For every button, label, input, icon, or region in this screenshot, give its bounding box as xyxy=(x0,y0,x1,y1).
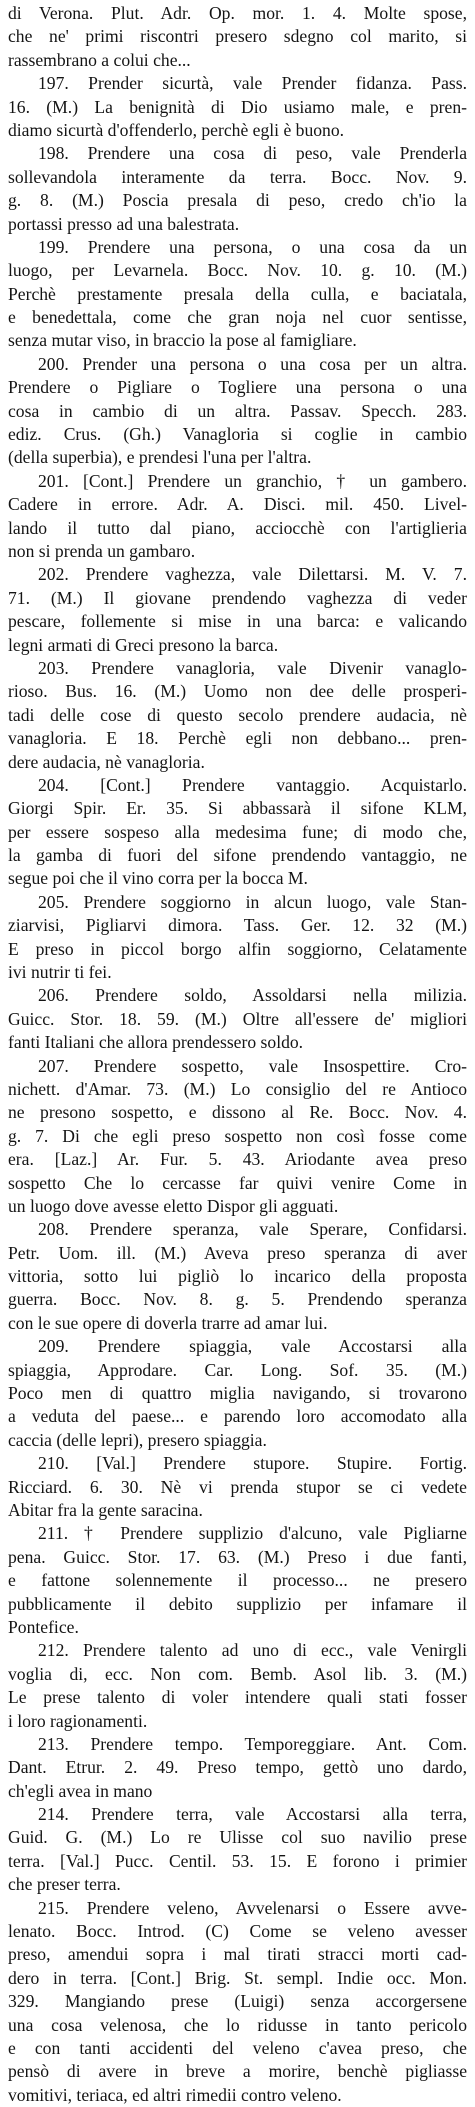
text-line: Ricciard. 6. 30. Nè vi prenda stupor se ci vedete xyxy=(8,1476,467,1497)
text-line: Guicc. Stor. 18. 59. (M.) Oltre all'essere de' migliori xyxy=(8,1008,467,1029)
text-line: 329. Mangiando prese (Luigi) senza accorgersene xyxy=(8,1991,467,2012)
text-line: Petr. Uom. ill. (M.) Aveva preso speranza di aver xyxy=(8,1242,467,1263)
text-line: g. 7. Di che egli preso sospetto non così fosse come xyxy=(8,1125,467,1146)
text-line: non si prenda un gambaro. xyxy=(8,540,196,561)
text-line: cosa in cambio di un altra. Passav. Specch. 283. xyxy=(8,400,467,421)
text-line: ch'egli avea in mano xyxy=(8,1780,153,1801)
text-line: di Verona. Plut. Adr. Op. mor. 1. 4. Molte spose, xyxy=(8,3,467,23)
text-line: nichett. d'Amar. 73. (M.) Lo consiglio del re Antioco xyxy=(8,1078,467,1099)
text-line: con le sue opere di doverla trarre ad amar lui. xyxy=(8,1312,328,1333)
text-line: spiaggia, Approdare. Car. Long. Sof. 35. (M.) xyxy=(8,1359,467,1380)
entry-heading-line: 210. [Val.] Prendere stupore. Stupire. Fortig. xyxy=(38,1453,467,1474)
text-line: un luogo dove avesse eletto Dispor gli agguati. xyxy=(8,1195,339,1216)
text-line: a veduta del paese... e parendo loro accomodato alla xyxy=(8,1406,467,1427)
text-line: diamo sicurtà d'offenderlo, perchè egli è buono. xyxy=(8,119,345,140)
entry-heading-line: 205. Prendere soggiorno in alcun luogo, vale Stan- xyxy=(38,891,467,912)
entry-heading-line: 206. Prendere soldo, Assoldarsi nella milizia. xyxy=(38,985,467,1006)
text-line: e benedettala, come che gran noja nel cuor sentisse, xyxy=(8,307,467,328)
text-line: luogo, per Levarnela. Bocc. Nov. 10. g. 10. (M.) xyxy=(8,260,467,281)
text-line: (della superbia), e prendesi l'una per l'altra. xyxy=(8,447,312,468)
text-line: dero in terra. [Cont.] Brig. St. sempl. Indie occ. Mon. xyxy=(8,1967,467,1988)
text-line: portassi presso ad una balestrata. xyxy=(8,213,240,234)
text-line: i loro ragionamenti. xyxy=(8,1710,148,1731)
text-line: ediz. Crus. (Gh.) Vanagloria si coglie in cambio xyxy=(8,424,467,445)
text-line: ivi nutrir ti fei. xyxy=(8,962,112,983)
text-line: fanti Italiani che allora prendessero soldo. xyxy=(8,1032,304,1053)
entry-heading-line: 209. Prendere spiaggia, vale Accostarsi alla xyxy=(38,1336,467,1357)
text-line: lenato. Bocc. Introd. (C) Come se veleno avesser xyxy=(8,1921,467,1942)
text-line: rioso. Bus. 16. (M.) Uomo non dee delle prosperi- xyxy=(8,681,467,702)
text-line: pensò di avere in breve a morire, benchè pigliasse xyxy=(8,2061,467,2082)
text-line: e con tanti accidenti del veleno c'avea preso, che xyxy=(8,2037,467,2058)
text-line: legni armati di Greci presono la barca. xyxy=(8,634,279,655)
entry-heading-line: 200. Prender una persona o una cosa per un altra. xyxy=(38,353,467,374)
text-line: Guid. G. (M.) Lo re Ulisse col suo navilio prese xyxy=(8,1827,467,1848)
text-line: Le prese talento di voler intendere quali stati fosser xyxy=(8,1687,467,1708)
entry-heading-line: 212. Prendere talento ad uno di ecc., vale Venirgli xyxy=(38,1640,467,1661)
text-line: Pontefice. xyxy=(8,1616,79,1637)
text-line: guerra. Bocc. Nov. 8. g. 5. Prendendo speranza xyxy=(8,1289,467,1310)
text-line: vanagloria. E 18. Perchè egli non debbano... pren- xyxy=(8,728,467,749)
text-line: e fattone solennemente il processo... ne presero xyxy=(8,1570,467,1591)
entry-heading-line: 204. [Cont.] Prendere vantaggio. Acquistarlo. xyxy=(38,774,467,795)
entry-heading-line: 214. Prendere terra, vale Accostarsi alla terra, xyxy=(38,1804,467,1825)
text-line: vomitivi, teriaca, ed altri rimedii contro veleno. xyxy=(8,2084,342,2105)
text-line: Giorgi Spir. Er. 35. Si abbassarà il sifone KLM, xyxy=(8,798,467,819)
entry-heading-line: 213. Prendere tempo. Temporeggiare. Ant. Com. xyxy=(38,1733,467,1754)
text-line: Poco men di quattro miglia navigando, si trovarono xyxy=(8,1383,467,1404)
text-line: E preso in piccol borgo alfin soggiorno, Celatamente xyxy=(8,938,467,959)
text-line: Cadere in errore. Adr. A. Disci. mil. 450. Livel- xyxy=(8,494,467,515)
text-line: Prendere o Pigliare o Togliere una persona o una xyxy=(8,377,467,398)
text-line: pubblicamente il debito supplizio per infamare il xyxy=(8,1593,467,1614)
entry-heading-line: 201. [Cont.] Prendere un granchio, † un gambero. xyxy=(38,470,467,491)
text-line: dere audacia, nè vanagloria. xyxy=(8,751,205,772)
text-line: sospetto Che lo cercasse far quivi venire Come in xyxy=(8,1172,467,1193)
text-line: caccia (delle lepri), presero spiaggia. xyxy=(8,1429,267,1450)
text-line: sollevandola interamente da terra. Bocc. Nov. 9. xyxy=(8,166,467,187)
text-line: terra. [Val.] Pucc. Centil. 53. 15. E forono i primier xyxy=(8,1850,467,1871)
entry-heading-line: 208. Prendere speranza, vale Sperare, Confidarsi. xyxy=(38,1219,467,1240)
entry-heading-line: 215. Prendere veleno, Avvelenarsi o Essere avve- xyxy=(38,1897,467,1918)
text-line: senza mutar viso, in braccio la pose al famigliare. xyxy=(8,330,357,351)
text-line: g. 8. (M.) Poscia presala di peso, credo ch'io la xyxy=(8,190,467,211)
entry-heading-line: 203. Prendere vanagloria, vale Divenir vanaglo- xyxy=(38,657,467,678)
entry-heading-line: 207. Prendere sospetto, vale Insospettire. Cro- xyxy=(38,1055,467,1076)
text-line: voglia di, ecc. Non com. Bemb. Asol lib. 3. (M.) xyxy=(8,1663,467,1684)
text-line: che ne' primi riscontri presero sdegno col marito, si xyxy=(8,26,467,47)
text-line: la gamba di fuori del sifone prendendo vantaggio, ne xyxy=(8,845,467,866)
text-line: per essere sospeso alla medesima fune; di modo che, xyxy=(8,821,467,842)
text-line: una cosa velenosa, che lo ridusse in tanto pericolo xyxy=(8,2014,467,2035)
text-line: ziarvisi, Pigliarvi dimora. Tass. Ger. 12. 32 (M.) xyxy=(8,915,467,936)
text-line: pena. Guicc. Stor. 17. 63. (M.) Preso i due fanti, xyxy=(8,1546,467,1567)
text-line: lando il tutto dal piano, acciocchè con l'artiglieria xyxy=(8,517,467,538)
entry-heading-line: 198. Prendere una cosa di peso, vale Prenderla xyxy=(38,143,467,164)
text-line: rassembrano a colui che... xyxy=(8,49,191,70)
text-line: ne presono sospetto, e dissono al Re. Bocc. Nov. 4. xyxy=(8,1102,467,1123)
text-line: preso, amendui sopra i mal tirati stracci morti cad- xyxy=(8,1944,467,1965)
entry-heading-line: 197. Prender sicurtà, vale Prender fidanza. Pass. xyxy=(38,73,467,94)
text-line: segue poi che il vino corra per la bocca M. xyxy=(8,868,308,889)
text-line: Abitar fra la gente saracina. xyxy=(8,1500,203,1520)
text-line: Perchè prestamente presala della culla, e baciatala, xyxy=(8,283,467,304)
entry-heading-line: 211. † Prendere supplizio d'alcuno, vale Pigliarne xyxy=(38,1523,467,1544)
text-line: Dant. Etrur. 2. 49. Preso tempo, gettò uno dardo, xyxy=(8,1757,467,1778)
text-line: vittoria, sotto lui pigliò lo incarico della proposta xyxy=(8,1266,467,1287)
text-line: era. [Laz.] Ar. Fur. 5. 43. Ariodante avea preso xyxy=(8,1149,467,1170)
text-line: 71. (M.) Il giovane prendendo vaghezza di veder xyxy=(8,587,467,608)
text-line: tadi delle cose di questo secolo prendere audacia, nè xyxy=(8,704,467,725)
entry-heading-line: 199. Prendere una persona, o una cosa da un xyxy=(38,236,467,257)
text-line: pescare, follemente si mise in una barca: e valicando xyxy=(8,611,467,632)
text-line: che preser terra. xyxy=(8,1874,121,1895)
entry-heading-line: 202. Prendere vaghezza, vale Dilettarsi. M. V. 7. xyxy=(38,564,467,585)
text-line: 16. (M.) La benignità di Dio usiamo male, e pren- xyxy=(8,96,467,117)
